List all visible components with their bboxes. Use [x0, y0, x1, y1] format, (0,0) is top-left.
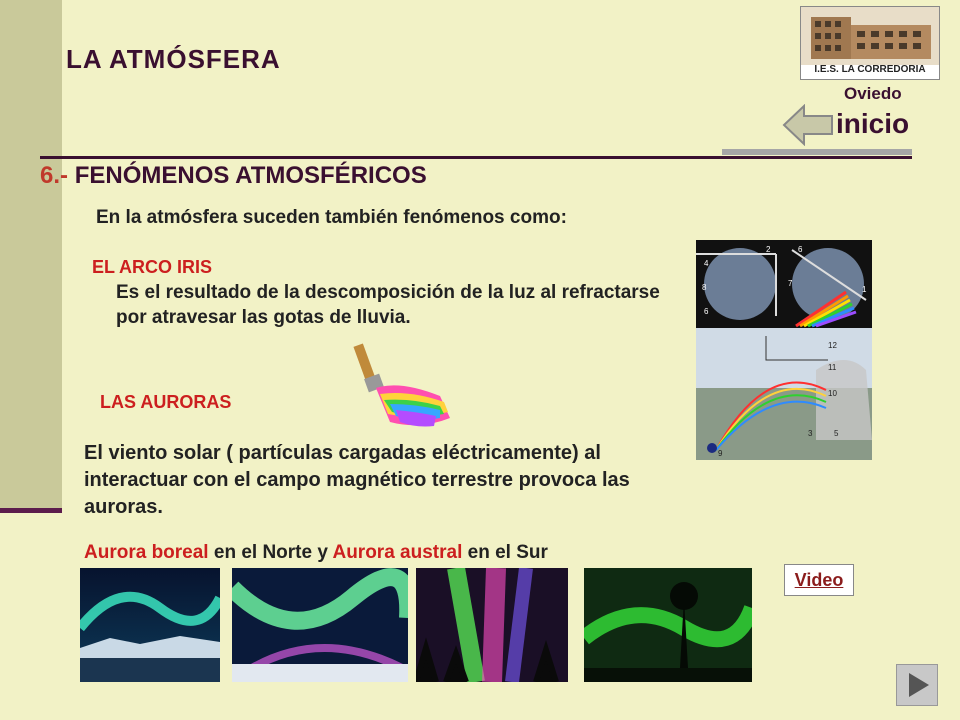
- svg-text:5: 5: [834, 429, 839, 438]
- next-slide-button[interactable]: [896, 664, 938, 706]
- play-next-icon: [897, 665, 937, 705]
- svg-text:6: 6: [704, 307, 709, 316]
- school-logo: [800, 6, 940, 80]
- svg-text:12: 12: [828, 341, 837, 350]
- intro-text: En la atmósfera suceden también fenómenos como:: [96, 207, 567, 228]
- svg-text:7: 7: [788, 279, 793, 288]
- svg-text:10: 10: [828, 389, 837, 398]
- arco-iris-text: Es el resultado de la descomposición de la luz al refractarse por atravesar las gotas de lluvia.: [116, 282, 660, 328]
- svg-text:1: 1: [862, 285, 867, 294]
- header-divider: [40, 156, 912, 159]
- svg-text:8: 8: [702, 283, 707, 292]
- auroras-text: El viento solar ( partículas cargadas eléctricamente) al interactuar con el campo magnético terrestre provoca las auroras.: [84, 442, 630, 518]
- home-link[interactable]: inicio: [836, 108, 910, 139]
- section-title: FENÓMENOS ATMOSFÉRICOS: [74, 162, 427, 189]
- header-accent-bar: [722, 149, 912, 155]
- video-button[interactable]: Video: [784, 564, 854, 596]
- svg-text:9: 9: [718, 449, 723, 458]
- back-arrow-icon[interactable]: [782, 104, 834, 146]
- aurora-photo-3: [416, 568, 568, 682]
- auroras-title: LAS AURORAS: [100, 392, 232, 412]
- aurora-photo-1: [80, 568, 220, 682]
- city-label: Oviedo: [844, 84, 902, 103]
- svg-text:11: 11: [828, 363, 837, 372]
- side-bar: [0, 0, 62, 510]
- arco-iris-title: EL ARCO IRIS: [92, 257, 213, 277]
- aurora-caption-mid2: en el Sur: [462, 542, 548, 563]
- aurora-photo-2: [232, 568, 408, 682]
- svg-text:4: 4: [704, 259, 709, 268]
- aurora-photo-4: [584, 568, 752, 682]
- svg-text:6: 6: [798, 245, 803, 254]
- aurora-caption: [84, 542, 548, 564]
- section-number: 6.-: [40, 162, 69, 189]
- aurora-caption-mid1: en el Norte y: [208, 542, 333, 563]
- school-logo-label: I.E.S. LA CORREDORIA: [814, 64, 926, 75]
- svg-text:2: 2: [766, 245, 771, 254]
- aurora-austral-label: Aurora austral: [332, 542, 463, 563]
- school-building-icon: [801, 7, 939, 65]
- rainbow-brush-icon: [340, 340, 466, 440]
- svg-text:3: 3: [808, 429, 813, 438]
- side-accent-line: [0, 508, 62, 513]
- section-heading: [40, 162, 427, 190]
- rainbow-diagram: [696, 240, 872, 460]
- page-title: LA ATMÓSFERA: [66, 44, 281, 74]
- aurora-boreal-label: Aurora boreal: [84, 542, 209, 563]
